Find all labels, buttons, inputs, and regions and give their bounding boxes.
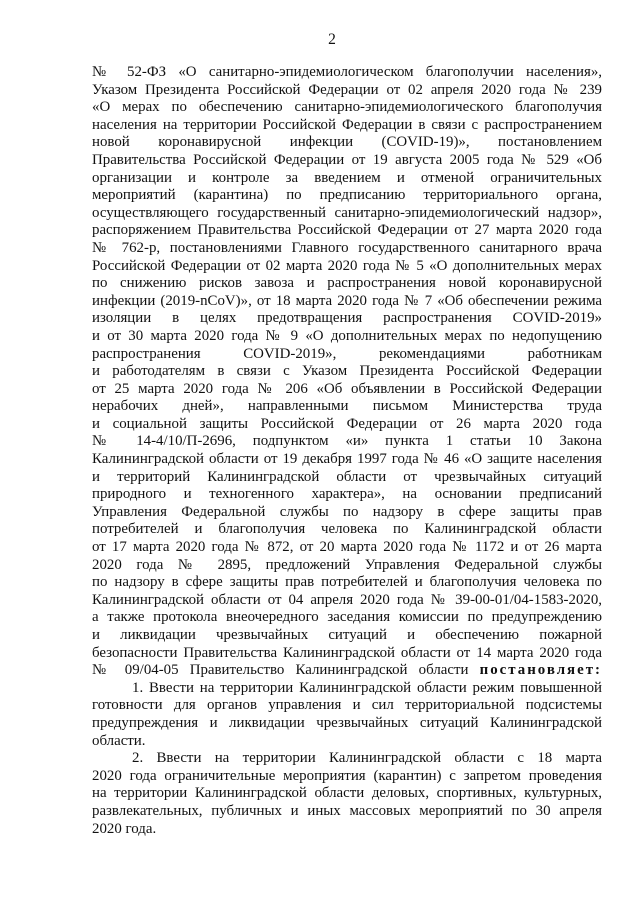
text-line [92,134,602,152]
text-line-content: населения на территории Российской Федерации в связи с распространением [92,116,602,133]
text-line-content: № 14-4/10/П-2696, подпунктом «и» пункта 1 статьи 10 Закона [92,433,602,450]
text-line-content: организации и контроле за введением и отменой ограничительных [92,169,602,186]
text-line [92,187,602,205]
text-line-content: 2020 года № 2895, предложений Управления Федеральной службы [92,556,602,573]
text-line-content: и ликвидации чрезвычайных ситуаций и обеспечению пожарной [92,627,602,643]
text-line [92,821,602,839]
text-line-content: по снижению рисков завоза и распространения новой коронавирусной [92,275,602,292]
text-line [92,609,602,627]
text-line-content: нерабочих дней», направленными письмом Министерства труда [92,398,602,415]
text-line-content: развлекательных, публичных и иных массовых мероприятий по 30 апреля [92,802,602,819]
text-line [92,768,602,786]
text-line-content: осуществляющего государственный санитарно-эпидемиологический надзор», [92,204,602,221]
text-line-content: предупреждения и ликвидации чрезвычайных ситуаций Калининградской [92,714,602,731]
text-line [92,152,602,170]
text-line [92,662,602,680]
text-line-content: от 25 марта 2020 года № 206 «Об объявлении в Российской Федерации [92,380,602,397]
text-line [92,451,602,469]
text-line [92,346,602,364]
text-line-content: 2020 года. [92,820,157,837]
text-line [92,504,602,522]
text-line [92,697,602,715]
text-line [92,715,602,733]
text-line-content: области. [92,732,146,749]
text-line [92,328,602,346]
document-body [92,64,602,838]
text-line-content: и социальной защиты Российской Федерации от 26 марта 2020 года [92,415,602,432]
text-line-content: готовности для органов управления и сил территориальной подсистемы [92,697,602,714]
text-line [92,486,602,504]
text-line-content: на территории Калининградской области деловых, спортивных, культурных, [92,785,602,802]
text-line [92,416,602,434]
text-line [92,680,602,698]
text-line-content: и работодателям в связи с Указом Президента Российской Федерации [92,363,602,380]
text-line-content: мероприятий (карантина) по предписанию территориального органа, [92,187,602,204]
text-line-content: Указом Президента Российской Федерации от 02 апреля 2020 года № 239 [92,81,602,98]
text-line-content: и от 30 марта 2020 года № 9 «О дополнительных мерах по недопущению [92,327,602,344]
text-line [92,222,602,240]
text-line-content: новой коронавирусной инфекции (COVID-19)», постановлением [92,134,602,151]
text-line [92,293,602,311]
text-line-content: инфекции (2019-nCoV)», от 18 марта 2020 года № 7 «Об обеспечении режима [92,292,602,309]
text-line [92,82,602,100]
text-line-content: № 762-р, постановлениями Главного государственного санитарного врача [92,239,602,256]
text-line [92,521,602,539]
text-line-content: безопасности Правительства Калининградской области от 14 марта 2020 года [92,644,602,661]
text-line-content: от 17 марта 2020 года № 872, от 20 марта 2020 года № 1172 и от 26 марта [92,539,602,556]
text-line-content: Правительства Российской Федерации от 19 августа 2005 года № 529 «Об [92,151,602,168]
resolution-keyword: постановляет: [479,662,602,679]
text-line [92,363,602,381]
text-line [92,310,602,328]
text-line-content: № 09/04-05 Правительство Калининградской области [92,662,480,679]
text-line [92,557,602,575]
text-line-content: а также протокола внеочередного заседания комиссии по предупреждению [92,609,602,626]
text-line [92,785,602,803]
text-line-content: № 52-ФЗ «О санитарно-эпидемиологическом благополучии населения», [92,64,602,80]
text-line [92,117,602,135]
text-line-content: и территорий Калининградской области от чрезвычайных ситуаций [92,468,602,485]
text-line [92,592,602,610]
text-line-content: изоляции в целях предотвращения распространения COVID-2019» [92,310,602,327]
text-line [92,240,602,258]
text-line [92,258,602,276]
text-line [92,539,602,557]
text-line [92,433,602,451]
text-line [92,381,602,399]
text-line [92,750,602,768]
text-line [92,205,602,223]
text-line [92,733,602,751]
text-line-content: 1. Ввести на территории Калининградской области режим повышенной [132,679,602,696]
text-line [92,275,602,293]
text-line-content: Калининградской области от 04 апреля 2020 года № 39-00-01/04-1583-2020, [92,591,602,608]
text-line-content: Калининградской области от 19 декабря 1997 года № 46 «О защите населения [92,451,602,468]
text-line-content: распоряжением Правительства Российской Федерации от 27 марта 2020 года [92,222,602,239]
text-line [92,170,602,188]
text-line [92,803,602,821]
text-line [92,64,602,82]
text-line-content: Управления Федеральной службы по надзору в сфере защиты прав [92,503,602,520]
text-line [92,99,602,117]
text-line [92,574,602,592]
text-line [92,627,602,645]
text-line [92,645,602,663]
text-line-content: по надзору в сфере защиты прав потребителей и благополучия человека по [92,574,602,591]
text-line-content: природного и техногенного характера», на основании предписаний [92,486,602,503]
text-line-content: 2020 года ограничительные мероприятия (карантин) с запретом проведения [92,767,602,784]
text-line-content: «О мерах по обеспечению санитарно-эпидемиологического благополучия [92,99,602,116]
page-number: 2 [328,31,336,48]
text-line-content: распространения COVID-2019», рекомендациями работникам [92,345,602,362]
text-line [92,469,602,487]
text-line [92,398,602,416]
text-line-content: Российской Федерации от 02 марта 2020 года № 5 «О дополнительных мерах [92,257,602,274]
text-line-content: 2. Ввести на территории Калининградской области с 18 марта [132,750,602,767]
text-line-content: потребителей и благополучия человека по Калининградской области [92,521,602,538]
